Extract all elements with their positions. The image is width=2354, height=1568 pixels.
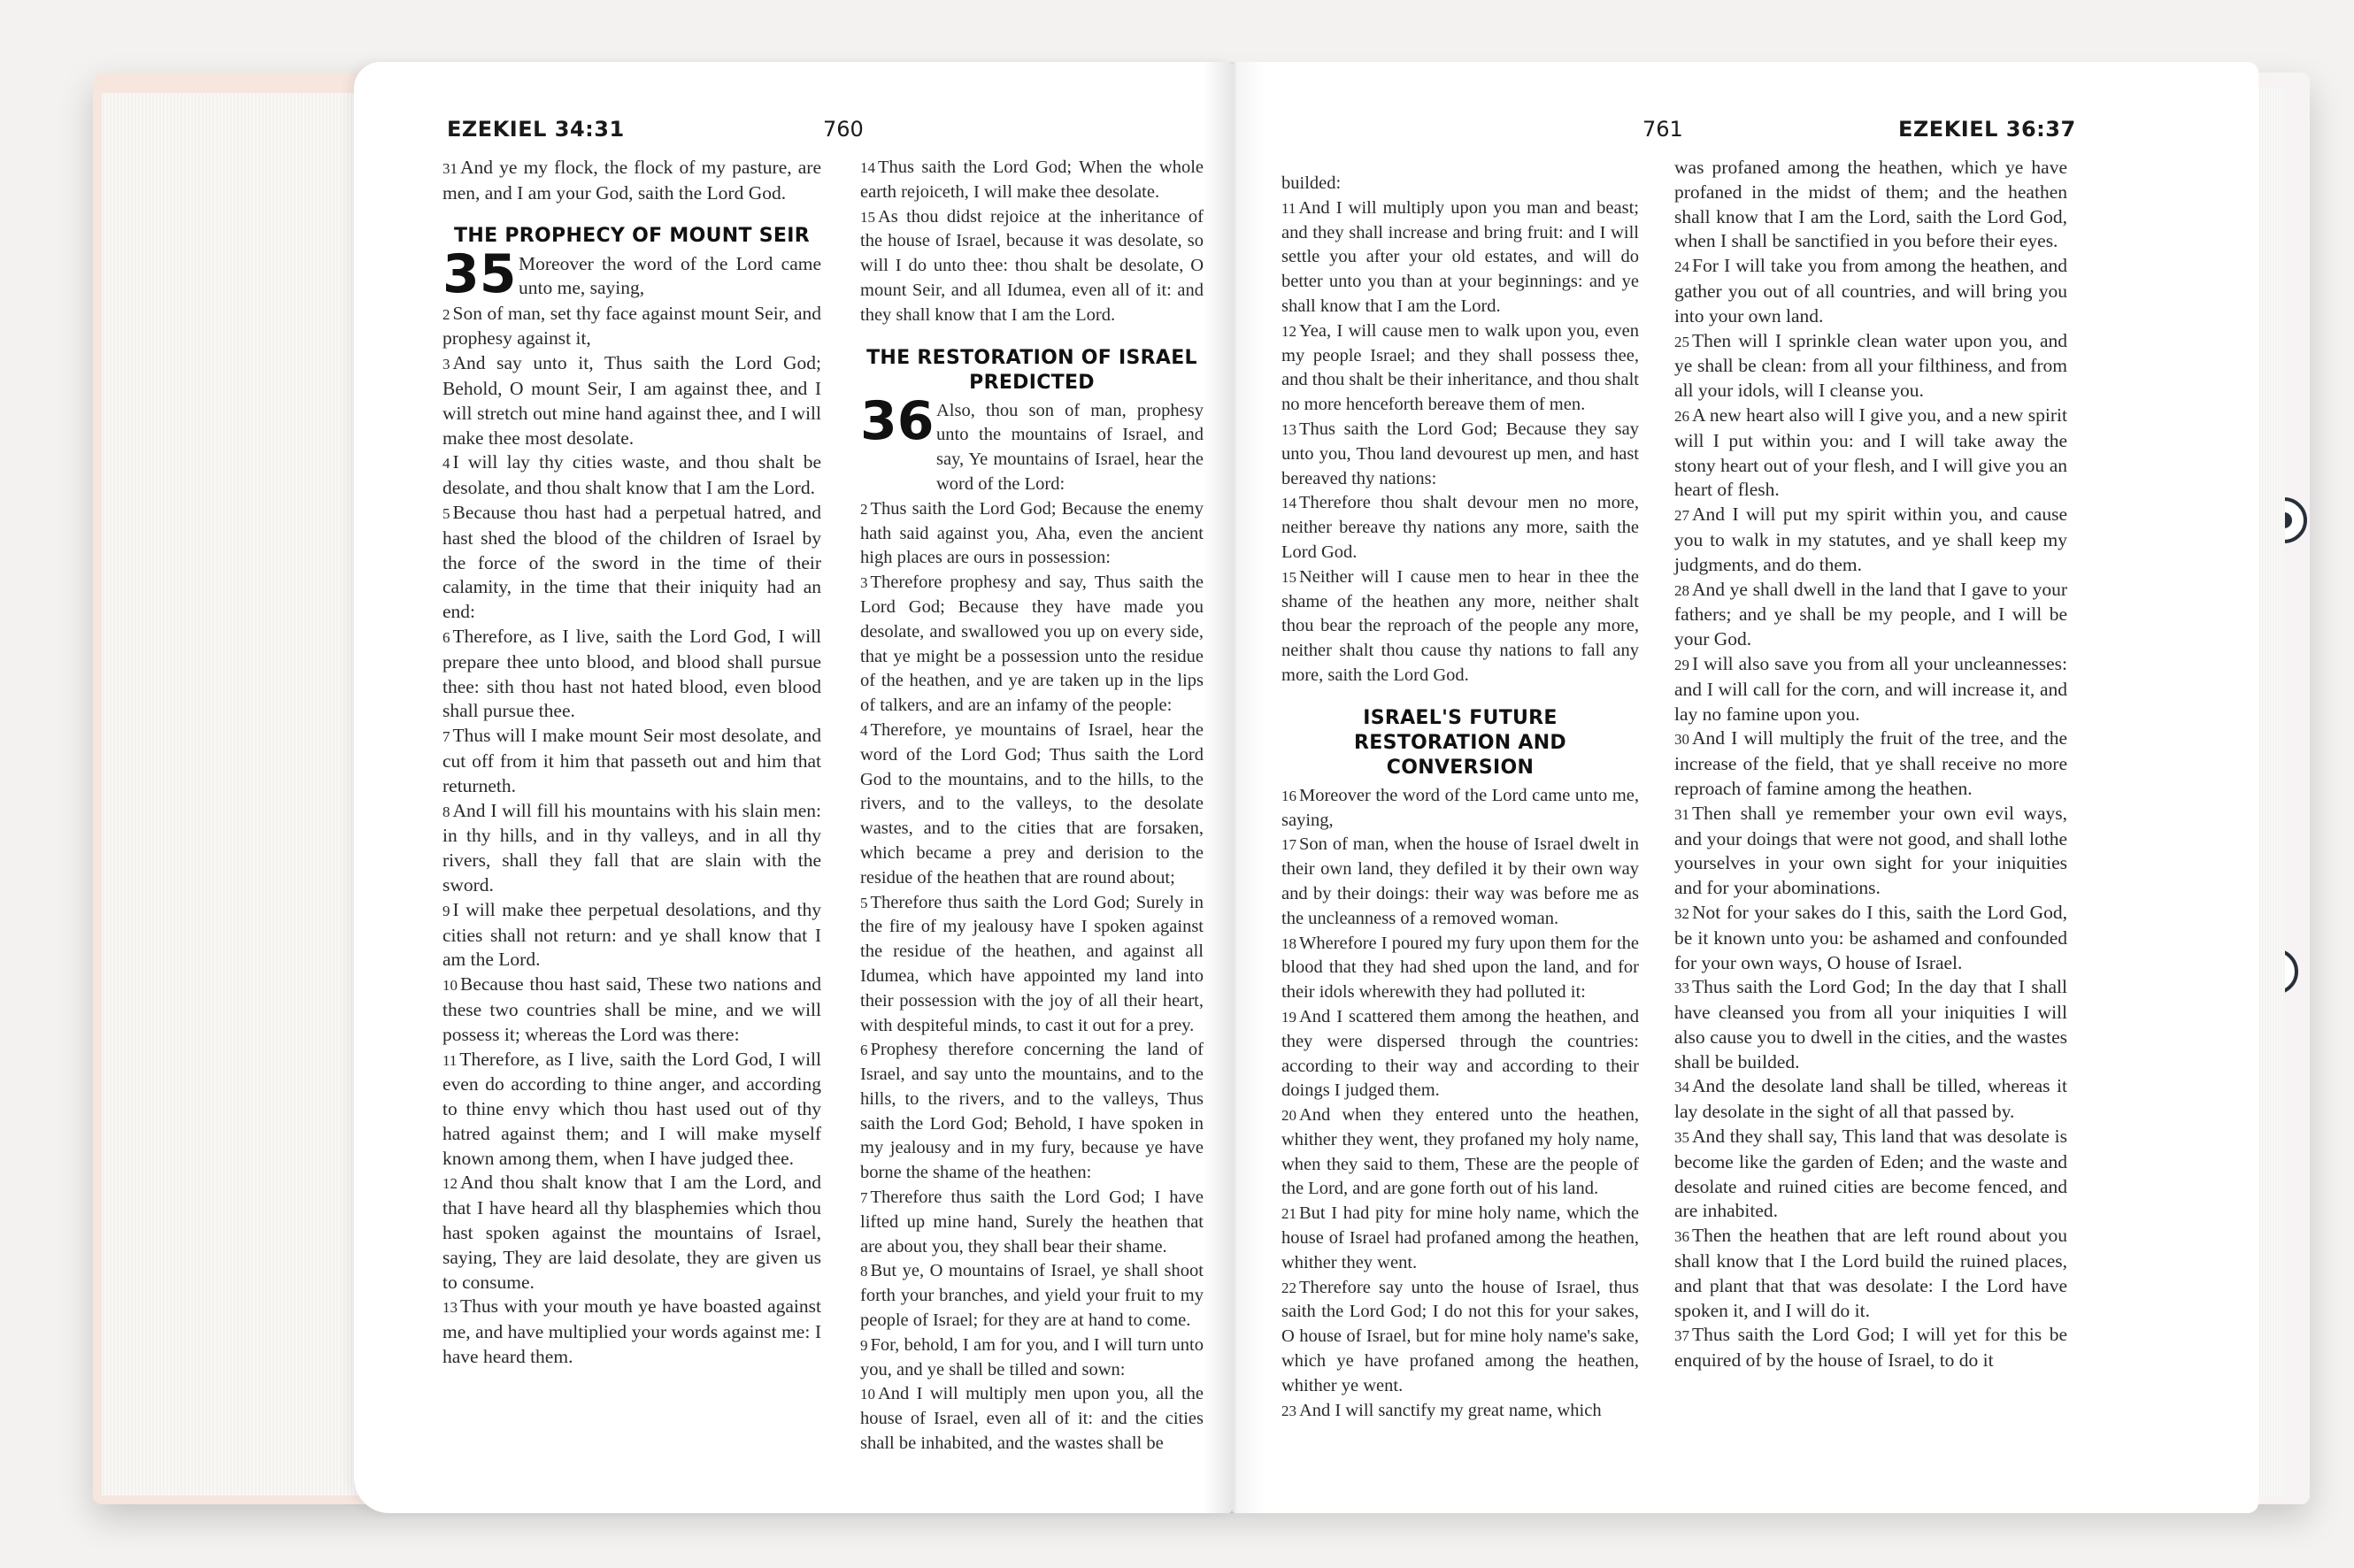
verse-number: 25	[1674, 333, 1689, 350]
verse	[1281, 172, 1639, 196]
verse-text: And say unto it, Thus saith the Lord God; Behold, O mount Seir, I am against thee, and I will stretch out mine hand against thee, and I will make thee most desolate.	[442, 352, 821, 449]
verse	[1674, 1224, 2067, 1323]
verse	[442, 351, 821, 450]
right-page-column-1	[1281, 172, 1639, 1423]
verse-text: Neither will I cause men to hear in thee the shame of the heathen any more, neither shalt thou bear the reproach of the people any more, neither shalt thou cause thy nations to fall any more, saith the Lord God.	[1281, 566, 1639, 685]
verse	[442, 799, 821, 898]
chapter-opening	[860, 389, 1204, 497]
verse-text: And I will multiply men upon you, all the house of Israel, even all of it: and the cities shall be inhabited, and the wastes shall be	[860, 1384, 1204, 1454]
page-number-left: 760	[823, 117, 864, 142]
verse-text: I will also save you from all your uncleannesses: and I will call for the corn, and will increase it, and lay no famine upon you.	[1674, 652, 2067, 725]
verse-number: 6	[860, 1041, 868, 1059]
verse-text: As thou didst rejoice at the inheritance of the house of Israel, because it was desolate, so will I do unto thee: thou shalt be desolate, O mount Seir, and all Idumea, even all of it: and they shall know that I am the Lord.	[860, 206, 1204, 325]
verse-text: And I scattered them among the heathen, and they were dispersed through the countries: according to their way and according to their doings I judged them.	[1281, 1006, 1639, 1101]
verse-number: 15	[1281, 568, 1296, 586]
left-page-column-1	[442, 156, 821, 1370]
verse-text: Thus saith the Lord God; Because the enemy hath said against you, Aha, even the ancient high places are ours in possession:	[860, 498, 1204, 568]
verse	[860, 1186, 1204, 1259]
verse	[1281, 833, 1639, 931]
verse-text: And I will fill his mountains with his slain men: in thy hills, and in thy valleys, and in all thy rivers, shall they fall that are slain with the sword.	[442, 799, 821, 895]
verse-number: 14	[1281, 495, 1296, 512]
verse-text: Therefore, as I live, saith the Lord God, I will prepare thee unto blood, and blood shall pursue thee: sith thou hast not hated blood, even blood shall pursue thee.	[442, 625, 821, 722]
verse-text: Therefore thus saith the Lord God; Surely in the fire of my jealousy have I spoken against the residue of the heathen, and against all Idumea, which have appointed my land into their possession with the joy of all their heart, with despiteful minds, to cast it out for a prey.	[860, 892, 1204, 1035]
verse-number: 5	[860, 894, 868, 911]
verse	[860, 1382, 1204, 1456]
verse-text: Thus saith the Lord God; I will yet for this be enquired of by the house of Israel, to do it	[1674, 1324, 2067, 1372]
verse-text: I will lay thy cities waste, and thou shalt be desolate, and thou shalt know that I am the Lord.	[442, 451, 821, 499]
verse	[442, 450, 821, 501]
verse	[1674, 404, 2067, 503]
verse-text: Thus saith the Lord God; When the whole earth rejoiceth, I will make thee desolate.	[860, 158, 1204, 202]
verse-text: For I will take you from among the heathen, and gather you out of all countries, and will bring you into your own land.	[1674, 255, 2067, 327]
verse	[442, 501, 821, 625]
page-edge-stack-right	[2258, 88, 2285, 1495]
verse-number: 22	[1281, 1279, 1296, 1296]
verse-text: Son of man, when the house of Israel dwelt in their own land, they defiled it by their own way and by their doings: their way was before me as the uncleanness of a removed woman.	[1281, 834, 1639, 928]
verse-text: Thus saith the Lord God; In the day that I shall have cleansed you from all your iniquities I will also cause you to dwell in the cities, and the wastes shall be builded.	[1674, 976, 2067, 1072]
verse-number: 6	[442, 628, 450, 646]
verse-number: 37	[1674, 1327, 1689, 1345]
verse-text: And they shall say, This land that was desolate is become like the garden of Eden; and the waste and desolate and ruined cities are become fenced, and are inhabited.	[1674, 1126, 2067, 1222]
verse	[1281, 1276, 1639, 1399]
verse	[1281, 784, 1639, 834]
verse	[860, 891, 1204, 1039]
verse	[1674, 156, 2067, 254]
verse	[442, 972, 821, 1047]
verse-number: 31	[442, 160, 458, 177]
verse-text: Because thou hast said, These two nations and these two countries shall be mine, and we will possess it; whereas the Lord was there:	[442, 973, 821, 1045]
verse-text: And when they entered unto the heathen, whither they went, they profaned my holy name, when they said to them, These are the people of the Lord, and are gone forth out of his land.	[1281, 1105, 1639, 1199]
verse	[1674, 802, 2067, 901]
verse	[1281, 565, 1639, 688]
verse	[1674, 901, 2067, 975]
verse	[1674, 254, 2067, 328]
verse	[1674, 652, 2067, 726]
verse	[1281, 1005, 1639, 1103]
verse	[1674, 1125, 2067, 1224]
verse-number: 2	[442, 305, 450, 323]
verse-text: Yea, I will cause men to walk upon you, even my people Israel; and they shall possess thee, and thou shalt be their inheritance, and thou shalt no more henceforth bereave them of men.	[1281, 320, 1639, 415]
verse-text: And thou shalt know that I am the Lord, and that I have heard all thy blasphemies which thou hast spoken against the mountains of Israel, saying, They are laid desolate, they are given us to consume.	[442, 1172, 821, 1293]
verse-number: 32	[1674, 904, 1689, 922]
verse-number: 34	[1674, 1079, 1689, 1096]
verse-number: 11	[442, 1051, 458, 1069]
verse-number: 3	[860, 574, 868, 592]
verse-number: 15	[860, 208, 875, 226]
verse-number: 17	[1281, 836, 1296, 854]
verse-text: But I had pity for mine holy name, which the house of Israel had profaned among the heathen, whither they went.	[1281, 1203, 1639, 1272]
verse	[860, 719, 1204, 891]
verse-text: Therefore, as I live, saith the Lord God, I will even do according to thine anger, and according to thine envy which thou hast used out of thy hatred against them; and I will make myself known among them, when I have judged thee.	[442, 1048, 821, 1169]
verse-number: 7	[860, 1189, 868, 1207]
verse-number: 21	[1281, 1205, 1296, 1223]
book-gutter	[1204, 62, 1265, 1513]
verse-text: Therefore thou shalt devour men no more, neither bereave thy nations any more, saith the Lord God.	[1281, 493, 1639, 562]
verse	[860, 1259, 1204, 1333]
verse	[860, 205, 1204, 328]
verse-number: 35	[1674, 1129, 1689, 1147]
verse-number: 9	[442, 902, 450, 919]
verse	[860, 156, 1204, 205]
verse-number: 16	[1281, 787, 1296, 804]
verse	[442, 1171, 821, 1295]
right-page-column-2	[1674, 156, 2067, 1373]
verse-text: A new heart also will I give you, and a new spirit will I put within you: and I will take away the stony heart out of your flesh, and I will give you an heart of flesh.	[1674, 404, 2067, 501]
page-number-right: 761	[1642, 117, 1683, 142]
verse-text: And ye my flock, the flock of my pasture, are men, and I am your God, saith the Lord God.	[442, 157, 821, 204]
verse-text: Not for your sakes do I this, saith the Lord God, be it known unto you: be ashamed and confounded for your own ways, O house of Israel.	[1674, 901, 2067, 973]
verse	[860, 571, 1204, 719]
verse-number: 12	[1281, 322, 1296, 340]
verse	[442, 724, 821, 798]
chapter-opening	[442, 242, 821, 305]
verse-number: 28	[1674, 581, 1689, 599]
verse-number: 9	[860, 1336, 868, 1354]
verse	[860, 1334, 1204, 1383]
verse-number: 26	[1674, 407, 1689, 425]
verse	[442, 1295, 821, 1369]
verse-text: For, behold, I am for you, and I will turn unto you, and ye shall be tilled and sown:	[860, 1334, 1204, 1380]
verse-number: 5	[442, 504, 450, 522]
verse-text: Wherefore I poured my fury upon them for the blood that they had shed upon the land, and for their idols wherewith they had polluted it:	[1281, 933, 1639, 1003]
verse	[442, 625, 821, 724]
verse	[442, 156, 821, 206]
verse-text: Then will I sprinkle clean water upon you, and ye shall be clean: from all your filthiness, and from all your idols, will I cleanse you.	[1674, 329, 2067, 402]
verse-number: 19	[1281, 1008, 1296, 1026]
verse-number: 14	[860, 159, 875, 176]
verse-text: Therefore, ye mountains of Israel, hear the word of the Lord God; Thus saith the Lord God to the mountains, and to the hills, to the rivers, and to the valleys, to the desolate wastes, and to the cities that are forsaken, which became a prey and derision to the residue of the heathen that are round about;	[860, 719, 1204, 888]
verse	[1281, 418, 1639, 491]
verse	[1281, 196, 1639, 319]
verse-text: And I will put my spirit within you, and cause you to walk in my statutes, and ye shall keep my judgments, and do them.	[1674, 503, 2067, 575]
verse	[442, 898, 821, 972]
verse-number: 8	[442, 803, 450, 820]
verse-text: And ye shall dwell in the land that I gave to your fathers; and ye shall be my people, and I will be your God.	[1674, 578, 2067, 650]
verse-text: Moreover the word of the Lord came unto me, saying,	[1281, 785, 1639, 830]
verse-number: 11	[1281, 199, 1296, 217]
verse-text: Then shall ye remember your own evil ways, and your doings that were not good, and shall lothe yourselves in your own sight for your iniquities and for your abominations.	[1674, 802, 2067, 899]
section-heading: THE PROPHECY OF MOUNT SEIR	[454, 224, 810, 247]
verse	[1281, 319, 1639, 418]
verse-number: 23	[1281, 1402, 1296, 1419]
chapter-number: 35	[442, 242, 517, 305]
chapter-number: 36	[860, 389, 935, 452]
verse-text: Thus saith the Lord God; Because they say unto you, Thou land devourest up men, and hast bereaved thy nations:	[1281, 419, 1639, 488]
verse-number: 13	[1281, 420, 1296, 438]
verse-number: 18	[1281, 934, 1296, 952]
verse-text: Therefore say unto the house of Israel, thus saith the Lord God; I do not this for your sakes, O house of Israel, but for mine holy name's sake, which ye have profaned among the heathen, whither ye went.	[1281, 1277, 1639, 1395]
verse-number: 27	[1674, 507, 1689, 525]
verse	[1281, 1103, 1639, 1202]
verse	[1281, 932, 1639, 1005]
verse-number: 10	[442, 977, 458, 995]
verse-text: Prophesy therefore concerning the land of Israel, and say unto the mountains, and to the hills, to the rivers, and to the valleys, Thus saith the Lord God; Behold, I have spoken in my jealousy and in my fury, because ye have borne the shame of the heathen:	[860, 1040, 1204, 1183]
verse-number: 12	[442, 1175, 458, 1193]
verse-text: I will make thee perpetual desolations, and thy cities shall not return: and ye shall know that I am the Lord.	[442, 898, 821, 971]
running-head-right: EZEKIEL 36:37	[1898, 117, 2076, 142]
verse	[1674, 578, 2067, 652]
page-edge-stack-left	[102, 93, 367, 1495]
verse	[442, 302, 821, 352]
verse-text: Because thou hast had a perpetual hatred, and hast shed the blood of the children of Israel by the force of the sword in the time of their calamity, in the time that their iniquity had an end:	[442, 501, 821, 623]
verse	[1281, 491, 1639, 565]
verse-number: 33	[1674, 980, 1689, 997]
verse-number: 31	[1674, 805, 1689, 823]
verse-number: 3	[442, 356, 450, 373]
verse	[1674, 503, 2067, 577]
verse-text: Then the heathen that are left round about you shall know that I the Lord build the ruined places, and plant that that was desolate: I the Lord have spoken it, and I will do it.	[1674, 1225, 2067, 1321]
verse	[1674, 1074, 2067, 1125]
verse-text: Therefore prophesy and say, Thus saith the Lord God; Because they have made you desolate, and swallowed you up on every side, that ye might be a possession unto the residue of the heathen, and ye are taken up in the lips of talkers, and are an infamy of the people:	[860, 573, 1204, 716]
verse	[1281, 1399, 1639, 1424]
verse	[1674, 1323, 2067, 1373]
verse-number: 4	[442, 455, 450, 473]
verse	[1674, 726, 2067, 801]
verse-number: 30	[1674, 731, 1689, 749]
verse-number: 8	[860, 1263, 868, 1280]
verse-text: Moreover the word of the Lord came unto me, saying,	[519, 252, 821, 299]
verse	[1674, 975, 2067, 1074]
verse	[1281, 1202, 1639, 1275]
verse-number: 4	[860, 721, 868, 739]
running-head-left: EZEKIEL 34:31	[447, 117, 625, 142]
verse	[1674, 329, 2067, 404]
verse-text: And I will multiply upon you man and beast; and they shall increase and bring fruit: and I will settle you after your old estates, and will do better unto you than at your beginnings: and ye shall know that I am the Lord.	[1281, 197, 1639, 316]
verse-text: But ye, O mountains of Israel, ye shall shoot forth your branches, and yield your fruit to my people of Israel; for they are at hand to come.	[860, 1261, 1204, 1331]
verse-number: 20	[1281, 1107, 1296, 1125]
verse-text: And the desolate land shall be tilled, whereas it lay desolate in the sight of all that passed by.	[1674, 1075, 2067, 1123]
section-heading: ISRAEL'S FUTURE RESTORATION AND CONVERSION	[1354, 706, 1566, 779]
verse	[860, 1038, 1204, 1186]
verse-text: Thus with your mouth ye have boasted against me, and have multiplied your words against me: I have heard them.	[442, 1295, 821, 1368]
verse-text: Son of man, set thy face against mount Seir, and prophesy against it,	[442, 302, 821, 350]
section-heading: THE RESTORATION OF ISRAEL PREDICTED	[866, 346, 1197, 394]
verse-number: 10	[860, 1386, 875, 1403]
verse-text: Also, thou son of man, prophesy unto the mountains of Israel, and say, Ye mountains of Israel, hear the word of the Lord:	[936, 400, 1204, 494]
verse-number: 36	[1674, 1228, 1689, 1246]
verse-number: 13	[442, 1299, 458, 1317]
verse-number: 7	[442, 728, 450, 746]
verse-text: Thus will I make mount Seir most desolate, and cut off from it him that passeth out and him that returneth.	[442, 725, 821, 796]
verse	[860, 497, 1204, 571]
verse-text: was profaned among the heathen, which ye have profaned in the midst of them; and the heathen shall know that I am the Lord, saith the Lord God, when I shall be sanctified in you before their eyes.	[1674, 157, 2067, 252]
verse-text: And I will multiply the fruit of the tree, and the increase of the field, that ye shall receive no more reproach of famine among the heathen.	[1674, 727, 2067, 799]
verse-number: 24	[1674, 258, 1689, 276]
verse-text: builded:	[1281, 173, 1342, 193]
verse	[442, 1048, 821, 1172]
verse-number: 29	[1674, 656, 1689, 673]
verse-text: Therefore thus saith the Lord God; I have lifted up mine hand, Surely the heathen that are about you, they shall bear their shame.	[860, 1188, 1204, 1257]
verse-number: 2	[860, 500, 868, 518]
verse-text: And I will sanctify my great name, which	[1299, 1400, 1602, 1420]
left-page-column-2	[860, 156, 1204, 1457]
